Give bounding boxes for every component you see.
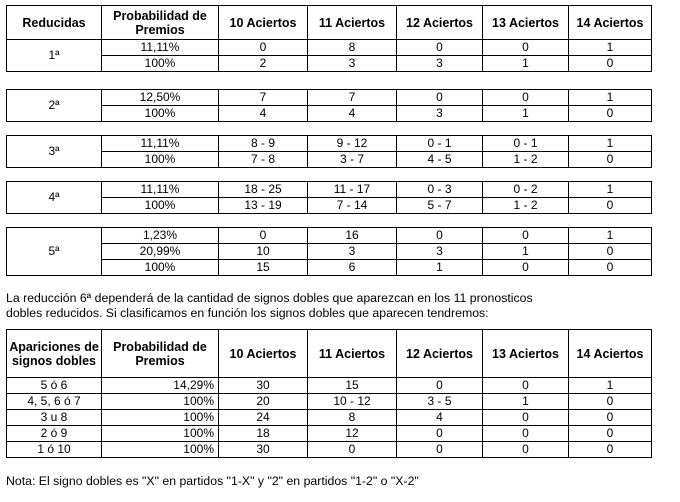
- table-cell: 30: [219, 442, 308, 458]
- table-cell: 1: [483, 56, 569, 72]
- table-cell: 1: [569, 40, 652, 56]
- header-cell: 14 Aciertos: [569, 330, 652, 378]
- table-cell: 1: [569, 378, 652, 394]
- table-cell: 7 - 14: [308, 198, 397, 214]
- table-row: [7, 228, 652, 244]
- table-cell: 11,11%: [102, 182, 219, 198]
- table-cell: 3 u 8: [7, 410, 102, 426]
- table-cell: 1: [569, 182, 652, 198]
- table-cell: 1: [569, 136, 652, 152]
- table-cell: 0: [397, 378, 483, 394]
- reduction-label: 3ª: [7, 136, 102, 168]
- table-cell: 2 ó 9: [7, 426, 102, 442]
- table-cell: 0: [483, 410, 569, 426]
- table-cell: 18 - 25: [219, 182, 308, 198]
- reductions-table-group-3: [6, 135, 652, 168]
- table-cell: 0: [483, 260, 569, 276]
- table-cell: 16: [308, 228, 397, 244]
- table-cell: 1: [569, 90, 652, 106]
- table-row: [7, 136, 652, 152]
- table-cell: 1: [483, 106, 569, 122]
- header-cell: 11 Aciertos: [308, 330, 397, 378]
- table-cell: 0: [569, 198, 652, 214]
- table-cell: 5 - 7: [397, 198, 483, 214]
- table-row: [7, 426, 652, 442]
- table-cell: 0: [397, 228, 483, 244]
- paragraph-line-1: La reducción 6ª dependerá de la cantidad de signos dobles que aparezcan en los 11 pronosticos: [6, 291, 533, 305]
- table-cell: 0: [397, 442, 483, 458]
- table-cell: 4 - 5: [397, 152, 483, 168]
- table-cell: 0: [397, 40, 483, 56]
- table-cell: 11 - 17: [308, 182, 397, 198]
- table-row: [7, 40, 652, 56]
- table-cell: 13 - 19: [219, 198, 308, 214]
- table-cell: 3: [397, 244, 483, 260]
- table-cell: 100%: [102, 410, 219, 426]
- table-cell: 18: [219, 426, 308, 442]
- table-cell: 1: [397, 260, 483, 276]
- table-cell: 0: [219, 40, 308, 56]
- table-cell: 8: [308, 40, 397, 56]
- header-cell: 13 Aciertos: [483, 6, 569, 40]
- table-cell: 0: [569, 426, 652, 442]
- table-cell: 1 ó 10: [7, 442, 102, 458]
- reduction-label: 2ª: [7, 90, 102, 122]
- header-cell: 12 Aciertos: [397, 330, 483, 378]
- table-cell: 8: [308, 410, 397, 426]
- table-cell: 0: [569, 106, 652, 122]
- table-cell: 0: [308, 442, 397, 458]
- table-cell: 100%: [102, 426, 219, 442]
- header-cell: Apariciones de signos dobles: [7, 330, 102, 378]
- table-cell: 1,23%: [102, 228, 219, 244]
- table-row: [7, 394, 652, 410]
- table-cell: 4: [308, 106, 397, 122]
- table-cell: 0 - 3: [397, 182, 483, 198]
- table-cell: 30: [219, 378, 308, 394]
- reduction-label: 1ª: [7, 40, 102, 72]
- table-cell: 3: [308, 56, 397, 72]
- table-cell: 1: [569, 228, 652, 244]
- table-cell: 15: [308, 378, 397, 394]
- table-cell: 8 - 9: [219, 136, 308, 152]
- table-cell: 20: [219, 394, 308, 410]
- table-cell: 3: [397, 106, 483, 122]
- table-cell: 0: [483, 378, 569, 394]
- header-cell: 14 Aciertos: [569, 6, 652, 40]
- table-cell: 0: [483, 442, 569, 458]
- table-cell: 100%: [102, 260, 219, 276]
- header-cell: Probabilidad de Premios: [102, 6, 219, 40]
- table-cell: 11,11%: [102, 136, 219, 152]
- table-cell: 1: [483, 244, 569, 260]
- table-cell: 5 ó 6: [7, 378, 102, 394]
- table-cell: 0: [569, 244, 652, 260]
- table-row: [7, 442, 652, 458]
- table-row: [7, 106, 652, 122]
- table-cell: 0 - 2: [483, 182, 569, 198]
- table-row: [7, 182, 652, 198]
- table-cell: 24: [219, 410, 308, 426]
- table-cell: 100%: [102, 442, 219, 458]
- table-cell: 7: [308, 90, 397, 106]
- reductions-table-group-5: [6, 227, 652, 276]
- table-cell: 100%: [102, 152, 219, 168]
- table-cell: 1: [483, 394, 569, 410]
- table2-header-row: [7, 330, 652, 378]
- table-header-row: [7, 6, 652, 40]
- header-cell: 10 Aciertos: [219, 6, 308, 40]
- table-cell: 1 - 2: [483, 198, 569, 214]
- table-cell: 4: [397, 410, 483, 426]
- table-cell: 0: [569, 410, 652, 426]
- table-cell: 0: [397, 426, 483, 442]
- table-cell: 4: [219, 106, 308, 122]
- table-cell: 0: [569, 152, 652, 168]
- table-cell: 11,11%: [102, 40, 219, 56]
- table-cell: 0 - 1: [397, 136, 483, 152]
- table-cell: 0: [483, 228, 569, 244]
- table-row: [7, 260, 652, 276]
- table-cell: 12: [308, 426, 397, 442]
- table-cell: 0: [483, 426, 569, 442]
- table-cell: 100%: [102, 394, 219, 410]
- header-cell: 13 Aciertos: [483, 330, 569, 378]
- reductions-table-group-4: [6, 181, 652, 214]
- header-cell: Reducidas: [7, 6, 102, 40]
- table-cell: 0: [569, 442, 652, 458]
- table-cell: 100%: [102, 56, 219, 72]
- header-cell: Probabilidad de Premios: [102, 330, 219, 378]
- table-cell: 0: [483, 90, 569, 106]
- footnote: Nota: El signo dobles es "X" en partidos "1-X" y "2" en partidos "1-2" o "X-2": [6, 474, 419, 488]
- table-cell: 0: [569, 56, 652, 72]
- table-row: [7, 56, 652, 72]
- table-cell: 0: [483, 40, 569, 56]
- reduction-label: 4ª: [7, 182, 102, 214]
- table-cell: 10 - 12: [308, 394, 397, 410]
- table-cell: 0: [397, 90, 483, 106]
- table-cell: 2: [219, 56, 308, 72]
- table-cell: 0 - 1: [483, 136, 569, 152]
- table-row: [7, 410, 652, 426]
- table-row: [7, 90, 652, 106]
- table-cell: 3: [397, 56, 483, 72]
- double-signs-table: [6, 329, 652, 458]
- table-cell: 7 - 8: [219, 152, 308, 168]
- table-cell: 0: [219, 228, 308, 244]
- table-row: [7, 378, 652, 394]
- header-cell: 11 Aciertos: [308, 6, 397, 40]
- reductions-table-group-2: [6, 89, 652, 122]
- table-cell: 0: [569, 394, 652, 410]
- paragraph-line-2: dobles reducidos. Si clasificamos en función los signos dobles que aparecen tendremos:: [6, 306, 489, 320]
- table-cell: 100%: [102, 106, 219, 122]
- table-cell: 0: [569, 260, 652, 276]
- table-cell: 1 - 2: [483, 152, 569, 168]
- table-cell: 14,29%: [102, 378, 219, 394]
- table-cell: 6: [308, 260, 397, 276]
- header-cell: 12 Aciertos: [397, 6, 483, 40]
- table-row: [7, 152, 652, 168]
- table-cell: 15: [219, 260, 308, 276]
- table-cell: 4, 5, 6 ó 7: [7, 394, 102, 410]
- reductions-table-group-1: [6, 5, 652, 72]
- table-cell: 20,99%: [102, 244, 219, 260]
- table-cell: 10: [219, 244, 308, 260]
- table-row: [7, 244, 652, 260]
- header-cell: 10 Aciertos: [219, 330, 308, 378]
- reduction-label: 5ª: [7, 228, 102, 276]
- table-cell: 12,50%: [102, 90, 219, 106]
- table-cell: 3 - 7: [308, 152, 397, 168]
- table-cell: 100%: [102, 198, 219, 214]
- table-cell: 9 - 12: [308, 136, 397, 152]
- table-cell: 7: [219, 90, 308, 106]
- table-cell: 3: [308, 244, 397, 260]
- table-row: [7, 198, 652, 214]
- table-cell: 3 - 5: [397, 394, 483, 410]
